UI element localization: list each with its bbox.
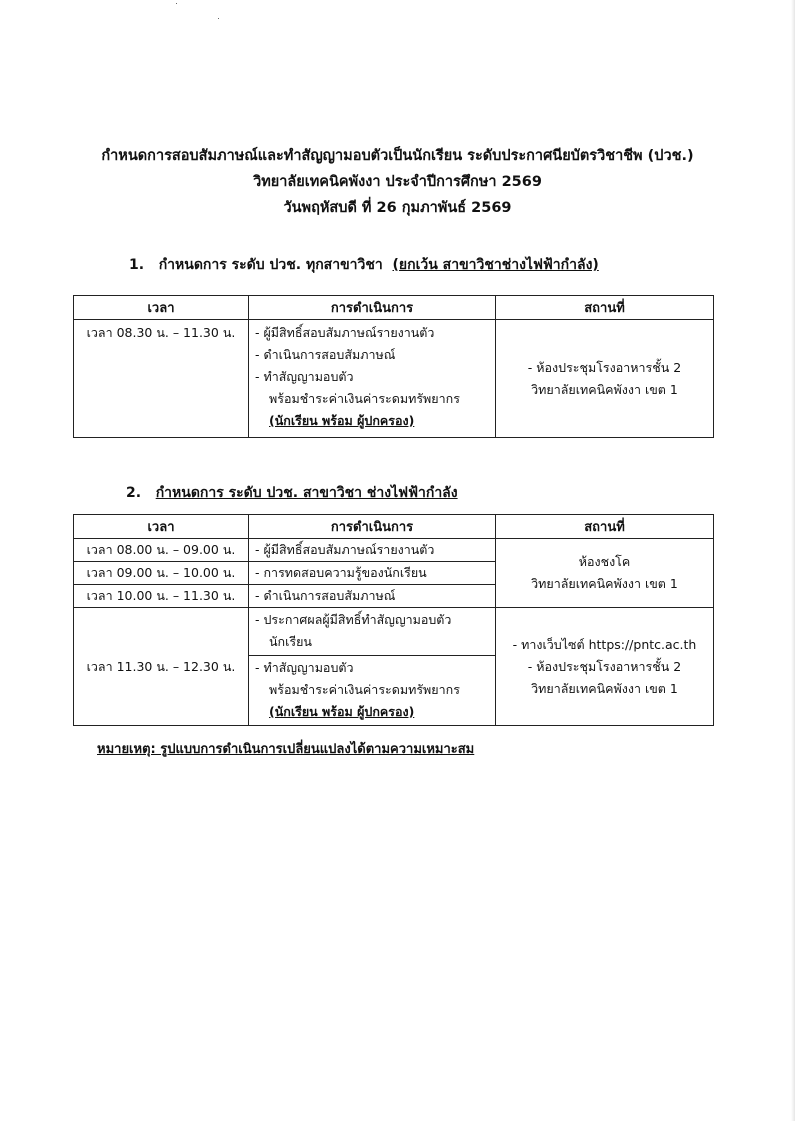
location-cell [496,320,714,438]
location-line: วิทยาลัยเทคนิคพังงา เขต 1 [531,680,678,696]
time-cell: เวลา 09.00 น. – 10.00 น. [74,562,249,585]
action-item: พร้อมชำระค่าเงินค่าระดมทรัพยากร [269,682,460,697]
column-header-location: สถานที่ [496,515,714,539]
document-title [0,143,795,221]
action-item-attendees: (นักเรียน พร้อม ผู้ปกครอง) [269,704,415,719]
scan-speck [176,3,177,4]
table-row [74,608,714,656]
location-line: ห้องชงโค [578,554,631,569]
column-header-location: สถานที่ [496,296,714,320]
section-2-number: 2. [126,485,142,501]
section-2-heading [126,482,458,504]
section-1-table [73,295,714,438]
time-cell: เวลา 10.00 น. – 11.30 น. [74,585,249,608]
section-2-table [73,514,714,726]
action-cell: - การทดสอบความรู้ของนักเรียน [249,562,496,585]
column-header-action: การดำเนินการ [249,515,496,539]
table-row [74,320,714,438]
action-cell [249,656,496,726]
action-item: - ทำสัญญามอบตัว [255,369,354,384]
action-cell [249,320,496,438]
action-cell: - ผู้มีสิทธิ์สอบสัมภาษณ์รายงานตัว [249,539,496,562]
action-item: พร้อมชำระค่าเงินค่าระดมทรัพยากร [269,391,460,406]
action-cell: - ดำเนินการสอบสัมภาษณ์ [249,585,496,608]
location-line: - ห้องประชุมโรงอาหารชั้น 2 [527,359,682,375]
location-cell [496,539,714,608]
section-1-number: 1. [129,257,145,273]
time-cell: เวลา 11.30 น. – 12.30 น. [74,608,249,726]
title-line-2: วิทยาลัยเทคนิคพังงา ประจำปีการศึกษา 2569 [253,174,542,190]
section-1-heading [129,254,599,276]
time-cell: เวลา 08.00 น. – 09.00 น. [74,539,249,562]
section-2-title: กำหนดการ ระดับ ปวช. สาขาวิชา ช่างไฟฟ้ากำลัง [155,485,458,501]
action-item: นักเรียน [269,634,312,649]
location-cell [496,608,714,726]
time-cell [74,320,249,438]
remark-note: หมายเหตุ: รูปแบบการดำเนินการเปลี่ยนแปลงได้ตามความเหมาะสม [97,742,475,757]
table-row [74,539,714,562]
time-text: เวลา 08.30 น. – 11.30 น. [86,325,236,340]
action-item: - ประกาศผลผู้มีสิทธิ์ทำสัญญามอบตัว [255,612,452,627]
action-item: - ดำเนินการสอบสัมภาษณ์ [255,347,396,362]
action-item: - ผู้มีสิทธิ์สอบสัมภาษณ์รายงานตัว [255,325,435,340]
column-header-action: การดำเนินการ [249,296,496,320]
title-line-1: กำหนดการสอบสัมภาษณ์และทำสัญญามอบตัวเป็นนักเรียน ระดับประกาศนียบัตรวิชาชีพ (ปวช.) [101,148,694,164]
location-line: - ห้องประชุมโรงอาหารชั้น 2 [527,658,682,674]
location-line: วิทยาลัยเทคนิคพังงา เขต 1 [531,381,678,397]
action-item: - ทำสัญญามอบตัว [255,660,354,675]
title-line-3: วันพฤหัสบดี ที่ 26 กุมภาพันธ์ 2569 [283,200,512,216]
location-line: - ทางเว็บไซต์ https://pntc.ac.th [512,636,697,652]
location-line: วิทยาลัยเทคนิคพังงา เขต 1 [531,576,678,591]
column-header-time: เวลา [74,296,249,320]
table-header-row [74,296,714,320]
section-1-exception: (ยกเว้น สาขาวิชาช่างไฟฟ้ากำลัง) [392,257,599,273]
action-cell [249,608,496,656]
section-1-title: กำหนดการ ระดับ ปวช. ทุกสาขาวิชา [158,257,383,273]
scan-speck [218,18,219,19]
action-item-attendees: (นักเรียน พร้อม ผู้ปกครอง) [269,413,415,428]
column-header-time: เวลา [74,515,249,539]
table-header-row [74,515,714,539]
